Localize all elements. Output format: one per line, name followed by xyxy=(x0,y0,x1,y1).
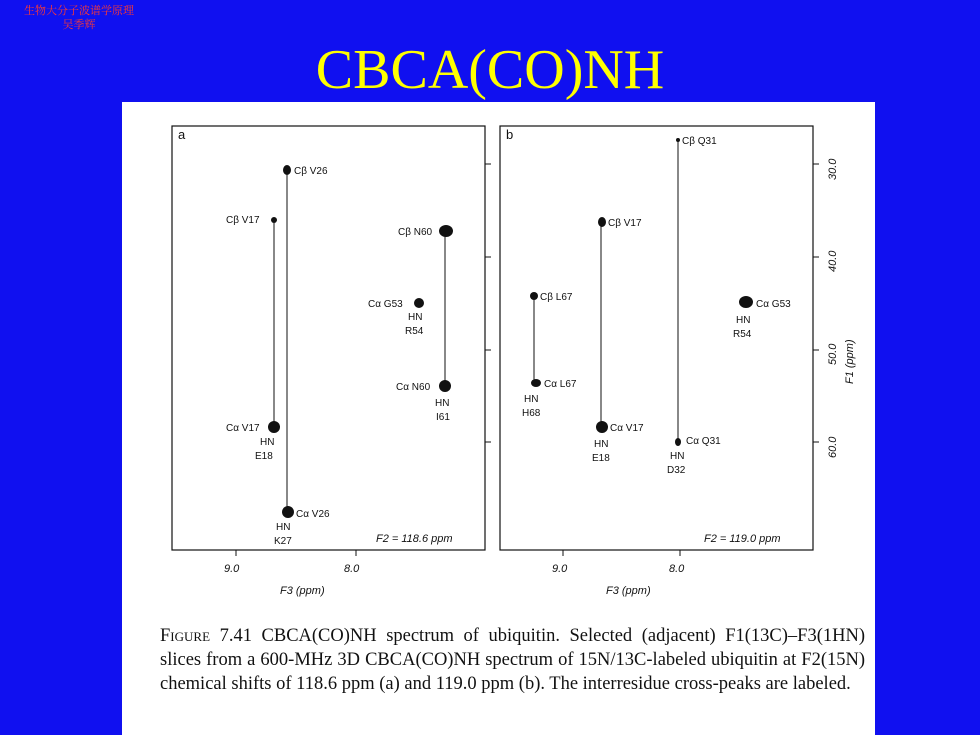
peak-a-ca-v17 xyxy=(268,421,280,433)
peak-b-ca-l67-label: Cα L67 xyxy=(544,379,577,390)
peak-a-ca-n60-hn: HN xyxy=(435,398,450,409)
peak-b-ca-l67 xyxy=(531,379,541,387)
peak-a-ca-g53-hn: HN xyxy=(408,312,423,323)
peak-b-ca-v17-hn: HN xyxy=(594,439,609,450)
caption-text: CBCA(CO)NH spectrum of ubiquitin. Selected (adjacent) F1(13C)–F3(1HN) slices from a 600-MHz 3D CBCA(CO)NH spectrum of 15N/13C-labeled ubiquitin at F2(15N) chemical shifts of 118.6 ppm (a) and 119.0 ppm (b). The interresidue cross-peaks are labeled. xyxy=(160,626,866,694)
caption-figure-word: Figure xyxy=(160,626,211,646)
tick-label-b-8: 8.0 xyxy=(669,563,685,575)
x-axis-label-a: F3 (ppm) xyxy=(280,585,325,597)
peak-a-ca-v17-hn: HN xyxy=(260,437,275,448)
peak-a-ca-g53-label: Cα G53 xyxy=(368,299,403,310)
peak-a-ca-g53-hnres: R54 xyxy=(405,326,424,337)
tick-label-a-8: 8.0 xyxy=(344,563,360,575)
peak-a-cb-n60 xyxy=(439,225,453,237)
slide-title: CBCA(CO)NH xyxy=(315,39,665,101)
peak-b-cb-v17 xyxy=(598,217,606,227)
peak-a-cb-v17 xyxy=(271,217,277,223)
peak-b-cb-l67-label: Cβ L67 xyxy=(540,292,573,303)
panel-a-frame xyxy=(172,126,485,550)
peak-a-ca-n60 xyxy=(439,380,451,392)
peak-b-ca-q31-hnres: D32 xyxy=(667,465,686,476)
course-title: 生物大分子波谱学原理 xyxy=(24,4,134,17)
peak-a-ca-g53 xyxy=(414,298,424,308)
x-axis-label-b: F3 (ppm) xyxy=(606,585,651,597)
panel-a-label: a xyxy=(178,127,186,142)
ytick-label-30: 30.0 xyxy=(827,158,839,180)
peak-b-ca-g53-label: Cα G53 xyxy=(756,299,791,310)
peak-a-ca-v17-hnres: E18 xyxy=(255,451,273,462)
peak-b-ca-q31 xyxy=(675,438,681,446)
peak-b-ca-v17 xyxy=(596,421,608,433)
y-axis-label: F1 (ppm) xyxy=(844,339,856,384)
peak-a-cb-v17-label: Cβ V17 xyxy=(226,215,260,226)
peak-a-cb-v26 xyxy=(283,165,291,175)
peak-b-ca-g53 xyxy=(739,296,753,308)
peak-a-cb-v26-label: Cβ V26 xyxy=(294,166,328,177)
field-a: F2 = 118.6 ppm xyxy=(376,533,453,545)
peak-a-ca-n60-hnres: I61 xyxy=(436,412,450,423)
peak-a-ca-v26 xyxy=(282,506,294,518)
ytick-label-40: 40.0 xyxy=(827,250,839,272)
caption-figure-number: 7.41 xyxy=(219,626,252,646)
author-name: 吴季辉 xyxy=(62,18,96,31)
figure-caption xyxy=(160,624,865,696)
peak-b-ca-g53-hn: HN xyxy=(736,315,751,326)
tick-label-a-9: 9.0 xyxy=(224,563,240,575)
peak-b-ca-q31-hn: HN xyxy=(670,451,685,462)
peak-b-cb-l67 xyxy=(530,292,538,300)
peak-a-ca-v26-hn: HN xyxy=(276,522,291,533)
peak-b-cb-q31-label: Cβ Q31 xyxy=(682,136,717,147)
peak-b-cb-v17-label: Cβ V17 xyxy=(608,218,642,229)
peak-b-ca-g53-hnres: R54 xyxy=(733,329,752,340)
peak-a-cb-n60-label: Cβ N60 xyxy=(398,227,433,238)
peak-a-ca-v17-label: Cα V17 xyxy=(226,423,260,434)
peak-b-cb-q31 xyxy=(676,138,680,142)
tick-label-b-9: 9.0 xyxy=(552,563,568,575)
field-b: F2 = 119.0 ppm xyxy=(704,533,781,545)
peak-b-ca-v17-hnres: E18 xyxy=(592,453,610,464)
ytick-label-50: 50.0 xyxy=(827,343,839,365)
panel-b-frame xyxy=(500,126,813,550)
peak-b-ca-l67-hnres: H68 xyxy=(522,408,541,419)
panel-b-label: b xyxy=(506,127,514,142)
peak-b-ca-q31-label: Cα Q31 xyxy=(686,436,721,447)
peak-b-ca-v17-label: Cα V17 xyxy=(610,423,644,434)
peak-b-ca-l67-hn: HN xyxy=(524,394,539,405)
ytick-label-60: 60.0 xyxy=(827,436,839,458)
peak-a-ca-v26-hnres: K27 xyxy=(274,536,292,547)
course-header xyxy=(14,4,144,32)
peak-a-ca-n60-label: Cα N60 xyxy=(396,382,431,393)
peak-a-ca-v26-label: Cα V26 xyxy=(296,509,330,520)
